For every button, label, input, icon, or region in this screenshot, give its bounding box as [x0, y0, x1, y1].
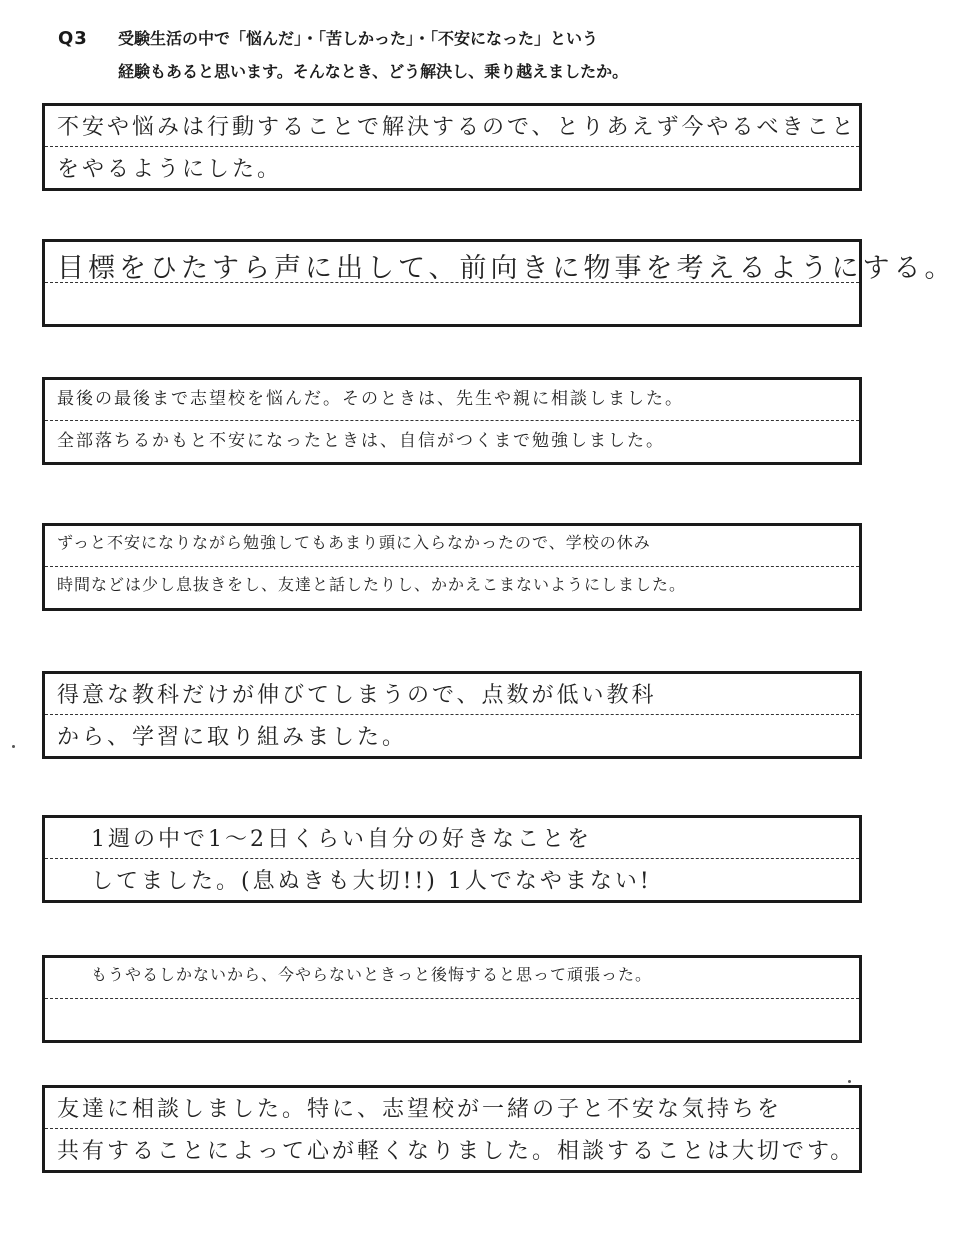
answer-6-line-1: 1週の中で1〜2日くらい自分の好きなことを [91, 827, 592, 852]
answer-3-line-1: 最後の最後まで志望校を悩んだ。そのときは、先生や親に相談しました。 [57, 389, 684, 409]
answer-divider [45, 714, 859, 715]
answer-divider [45, 858, 859, 859]
answer-divider [45, 998, 859, 999]
question-text-1: 受験生活の中で「悩んだ」・「苦しかった」・「不安になった」という [118, 29, 599, 48]
answer-box-7 [42, 955, 862, 1043]
answer-divider [45, 146, 859, 147]
answer-7-line-1: もうやるしかないから、今やらないときっと後悔すると思って頑張った。 [91, 965, 653, 984]
answer-4-line-1: ずっと不安になりながら勉強してもあまり頭に入らなかったので、学校の休み [57, 533, 651, 552]
answer-2-line-1: 目標をひたすら声に出して、前向きに物事を考えるようにする。 [57, 253, 955, 284]
answer-divider [45, 420, 859, 421]
answer-box-6 [42, 815, 862, 903]
question-number: Q3 [58, 28, 88, 49]
answer-5-line-2: から、学習に取り組みました。 [57, 725, 408, 750]
answer-6-line-2: してました。(息ぬきも大切!!) 1人でなやまない! [91, 869, 652, 894]
answer-1-line-2: をやるようにした。 [57, 157, 283, 182]
answer-box-5 [42, 671, 862, 759]
answer-divider [45, 566, 859, 567]
answer-5-line-1: 得意な教科だけが伸びてしまうので、点数が低い教科 [57, 683, 657, 708]
question-block [58, 22, 858, 88]
answer-box-2 [42, 239, 955, 327]
answer-box-3 [42, 377, 862, 465]
answer-3-line-2: 全部落ちるかもと不安になったときは、自信がつくまで勉強しました。 [57, 431, 665, 451]
answer-8-line-2: 共有することによって心が軽くなりました。相談することは大切です。 [57, 1139, 856, 1164]
answer-8-line-1: 友達に相談しました。特に、志望校が一緒の子と不安な気持ちを [57, 1097, 783, 1122]
answer-box-1 [42, 103, 862, 191]
question-line-1 [58, 22, 858, 55]
answer-box-4 [42, 523, 862, 611]
scan-speck [12, 745, 15, 748]
answer-1-line-1: 不安や悩みは行動することで解決するので、とりあえず今やるべきこと [57, 115, 857, 140]
answer-divider [45, 1128, 859, 1129]
answer-box-8 [42, 1085, 862, 1173]
scan-speck [848, 1080, 851, 1083]
answer-4-line-2: 時間などは少し息抜きをし、友達と話したりし、かかえこまないようにしました。 [57, 575, 687, 594]
question-text-2: 経験もあると思います。そんなとき、どう解決し、乗り越えましたか。 [118, 62, 629, 81]
